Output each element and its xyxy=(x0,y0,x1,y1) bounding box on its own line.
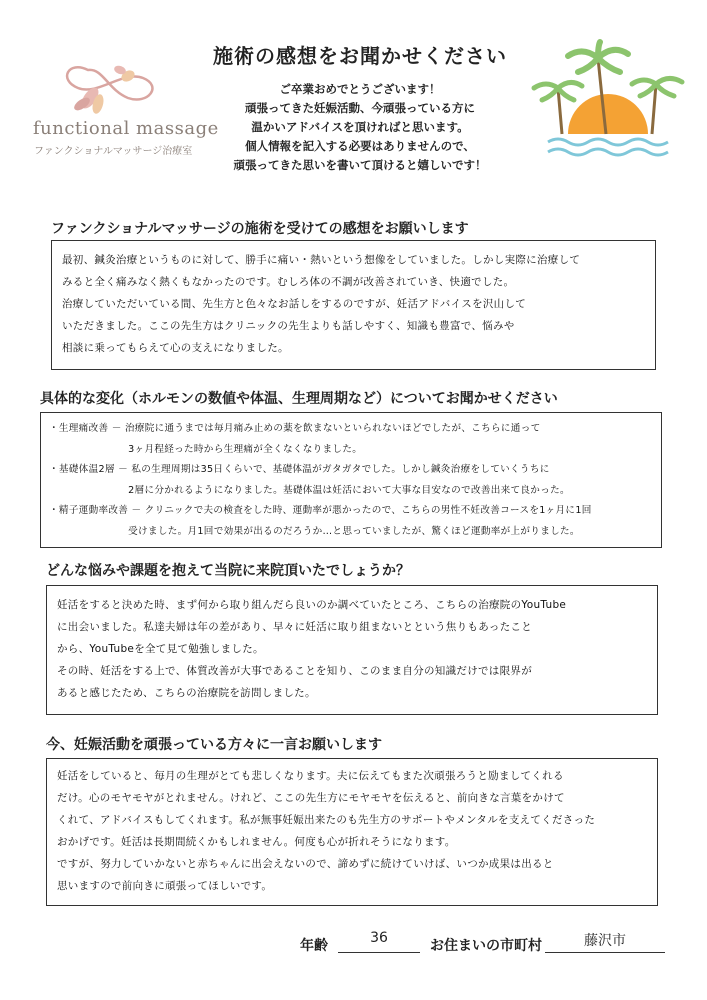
age-field: 36 xyxy=(338,930,420,953)
answer-line: に出会いました。私達夫婦は年の差があり、早々に妊活に取り組まないとという焦りもあったこと xyxy=(57,621,533,633)
intro-line: 温かいアドバイスを頂ければと思います。 xyxy=(251,120,469,134)
answer-line: 妊活をしていると、毎月の生理がとても悲しくなります。夫に伝えてもまた次頑張ろうと励ましてくれる xyxy=(57,770,564,782)
section-question: 具体的な変化（ホルモンの数値や体温、生理周期など）についてお聞かせください xyxy=(40,391,558,407)
answer-line: おかげです。妊活は長期間続くかもしれません。何度も心が折れそうになります。 xyxy=(57,836,456,848)
city-field: 藤沢市 xyxy=(545,930,665,953)
answer-line: 受けました。月1回で効果が出るのだろうか…と思っていましたが、驚くほど運動率が上がりました。 xyxy=(49,525,580,537)
section-question: 今、妊娠活動を頑張っている方々に一言お願いします xyxy=(46,737,382,753)
answer-line: ・基礎体温2層 － 私の生理周期は35日くらいで、基礎体温がガタガタでした。しかし鍼灸治療をしていくうちに xyxy=(49,464,550,475)
age-label: 年齢 xyxy=(300,938,328,954)
answer-line: みると全く痛みなく熱くもなかったのです。むしろ体の不調が改善されていき、快適でした。 xyxy=(62,276,515,288)
intro-text xyxy=(225,80,495,175)
answer-line: あると感じたため、こちらの治療院を訪問しました。 xyxy=(57,687,316,699)
answer-line: いただきました。ここの先生方はクリニックの先生よりも話しやすく、知識も豊富で、悩みや xyxy=(62,320,515,332)
answer-line: ・生理痛改善 － 治療院に通うまでは毎月痛み止めの薬を飲まないといられないほどでしたが、こちらに通って xyxy=(49,423,541,434)
answer-line: だけ。心のモヤモヤがとれません。けれど、ここの先生方にモヤモヤを伝えると、前向きな言葉をかけて xyxy=(57,792,565,804)
answer-line: その時、妊活をする上で、体質改善が大事であることを知り、このまま自分の知識だけでは限界が xyxy=(57,665,532,677)
answer-line: 3ヶ月程経った時から生理痛が全くなくなりました。 xyxy=(49,443,363,455)
logo-subtitle: ファンクショナルマッサージ治療室 xyxy=(34,146,193,157)
intro-line: 頑張ってきた妊娠活動、今頑張っている方に xyxy=(245,101,475,115)
answer-box xyxy=(46,758,658,906)
answer-line: ・精子運動率改善 － クリニックで夫の検査をした時、運動率が悪かったので、こちらの男性不妊改善コースを1ヶ月に1回 xyxy=(49,505,592,516)
answer-line: 2層に分かれるようになりました。基礎体温は妊活において大事な目安なので改善出来て良かった。 xyxy=(49,484,570,496)
answer-line: 相談に乗ってもらえて心の支えになりました。 xyxy=(62,342,289,354)
answer-box xyxy=(40,412,662,548)
answer-line: 治療していただいている間、先生方と色々なお話しをするのですが、妊活アドバイスを沢山して xyxy=(62,298,527,310)
logo-text: functional massage xyxy=(33,118,219,139)
answer-line: ですが、努力していかないと赤ちゃんに出会えないので、諦めずに続けていけば、いつか成果は出ると xyxy=(57,858,554,870)
answer-line: 妊活をすると決めた時、まず何から取り組んだら良いのか調べていたところ、こちらの治療院のYouTube xyxy=(57,599,567,611)
palm-sunset-icon xyxy=(528,38,688,166)
answer-line: 最初、鍼灸治療というものに対して、勝手に痛い・熱いという想像をしていました。しかし実際に治療して xyxy=(62,254,581,266)
intro-line: ご卒業おめでとうございます！ xyxy=(279,82,441,96)
section-question: どんな悩みや課題を抱えて当院に来院頂いたでしょうか？ xyxy=(46,563,410,579)
section-question: ファンクショナルマッサージの施術を受けての感想をお願いします xyxy=(51,221,469,237)
intro-line: 個人情報を記入する必要はありませんので、 xyxy=(245,139,475,153)
page-title: 施術の感想をお聞かせください xyxy=(213,44,507,68)
answer-line: から、YouTubeを全て見て勉強しました。 xyxy=(57,643,264,655)
city-label: お住まいの市町村 xyxy=(430,938,542,954)
answer-box xyxy=(46,585,658,715)
answer-line: 思いますので前向きに頑張ってほしいです。 xyxy=(57,880,273,892)
answer-line: くれて、アドバイスもしてくれます。私が無事妊娠出来たのも先生方のサポートやメンタルを支えてくださった xyxy=(57,814,596,826)
answer-box xyxy=(51,240,656,370)
intro-line: 頑張ってきた思いを書いて頂けると嬉しいです！ xyxy=(233,158,487,172)
